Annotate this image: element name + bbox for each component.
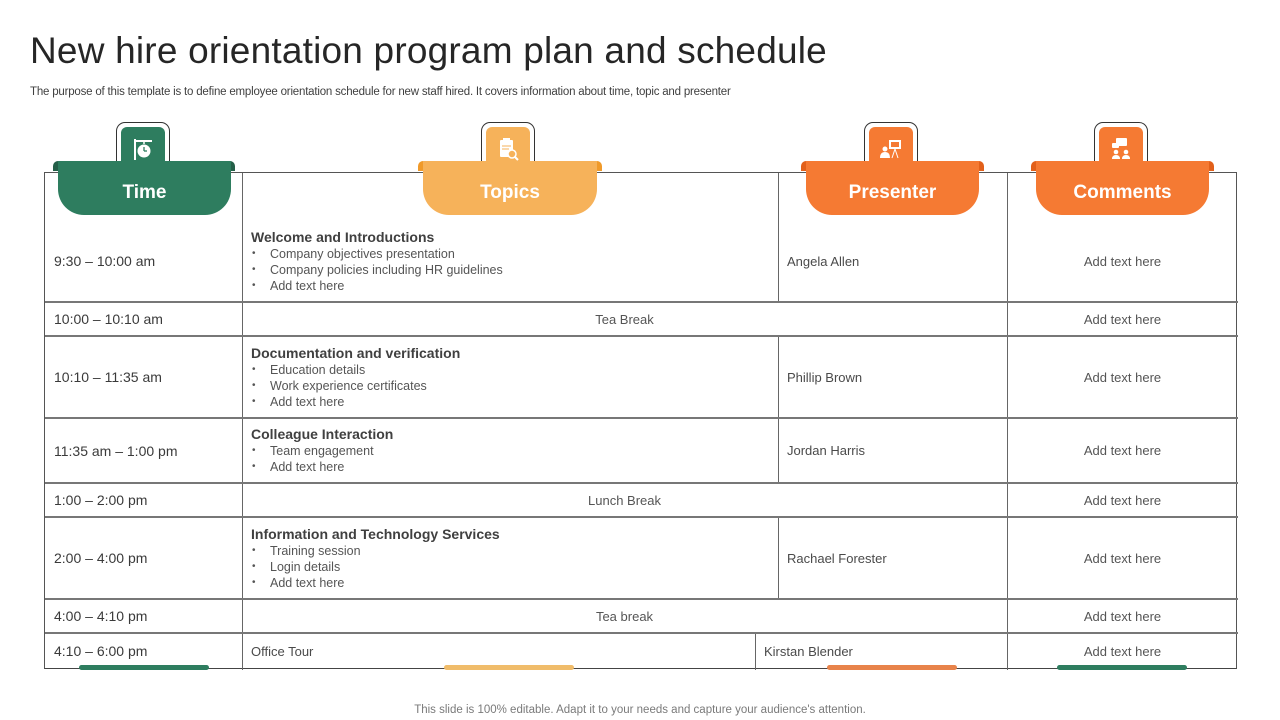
time-cell: 4:10 – 6:00 pm [54, 643, 148, 659]
presenter-cell: Kirstan Blender [764, 643, 853, 659]
page-subtitle: The purpose of this template is to define employee orientation schedule for new staff hired. It covers information about time, topic and presenter [30, 86, 731, 98]
topic-bullet: • Education details [251, 362, 460, 378]
header-presenter: Presenter [806, 161, 979, 215]
footer-note: This slide is 100% editable. Adapt it to your needs and capture your audience's attention. [414, 704, 866, 716]
time-cell: 10:00 – 10:10 am [54, 311, 163, 327]
break-cell: Tea Break [595, 311, 654, 327]
presenter-cell: Angela Allen [787, 253, 860, 269]
comment-cell: Add text here [1083, 311, 1162, 327]
break-cell: Tea break [595, 608, 654, 624]
topic-cell [251, 426, 393, 475]
topic-cell [251, 345, 460, 410]
topics-accent-bar [444, 665, 574, 670]
page-title: New hire orientation program plan and schedule [30, 30, 827, 71]
time-cell: 11:35 am – 1:00 pm [54, 442, 178, 459]
comment-cell: Add text here [1083, 253, 1162, 269]
time-cell: 1:00 – 2:00 pm [54, 492, 148, 508]
topic-cell [251, 229, 503, 294]
comment-cell: Add text here [1083, 492, 1162, 508]
topic-title: Information and Technology Services [251, 526, 500, 542]
break-cell: Lunch Break [588, 492, 661, 508]
time-accent-bar [79, 665, 209, 670]
comment-cell: Add text here [1083, 369, 1162, 385]
topic-bullet: • Company policies including HR guidelines [251, 262, 503, 278]
topic-bullet: • Company objectives presentation [251, 246, 503, 262]
topic-bullet: • Add text here [251, 575, 500, 591]
header-time: Time [58, 161, 231, 215]
time-cell: 2:00 – 4:00 pm [54, 550, 148, 566]
column-divider [755, 633, 756, 670]
topic-cell: Office Tour [251, 643, 314, 659]
comments-accent-bar [1057, 665, 1187, 670]
comment-cell: Add text here [1083, 550, 1162, 566]
presenter-accent-bar [827, 665, 957, 670]
topic-title: Documentation and verification [251, 345, 461, 361]
time-cell: 9:30 – 10:00 am [54, 253, 156, 269]
topic-bullet: • Add text here [251, 459, 393, 475]
header-comments: Comments [1036, 161, 1209, 215]
presenter-cell: Phillip Brown [787, 369, 863, 385]
comment-cell: Add text here [1083, 443, 1162, 458]
topic-bullet: • Work experience certificates [251, 378, 460, 394]
schedule-table [44, 172, 1237, 669]
column-divider [778, 336, 779, 482]
topic-cell [251, 526, 500, 591]
topic-bullet: • Login details [251, 559, 500, 575]
topic-bullet: • Team engagement [251, 443, 393, 459]
presenter-cell: Rachael Forester [787, 550, 887, 566]
column-divider [778, 517, 779, 599]
comment-cell: Add text here [1083, 643, 1162, 659]
comment-cell: Add text here [1083, 608, 1162, 624]
presenter-cell: Jordan Harris [787, 443, 866, 458]
topic-title: Welcome and Introductions [251, 229, 435, 245]
header-topics: Topics [423, 161, 597, 215]
topic-title: Colleague Interaction [251, 426, 394, 442]
column-divider [778, 173, 779, 302]
topic-bullet: • Training session [251, 543, 500, 559]
time-cell: 10:10 – 11:35 am [54, 369, 162, 385]
time-cell: 4:00 – 4:10 pm [54, 608, 148, 624]
topic-bullet: • Add text here [251, 278, 503, 294]
column-divider [242, 173, 243, 670]
topic-bullet: • Add text here [251, 394, 460, 410]
